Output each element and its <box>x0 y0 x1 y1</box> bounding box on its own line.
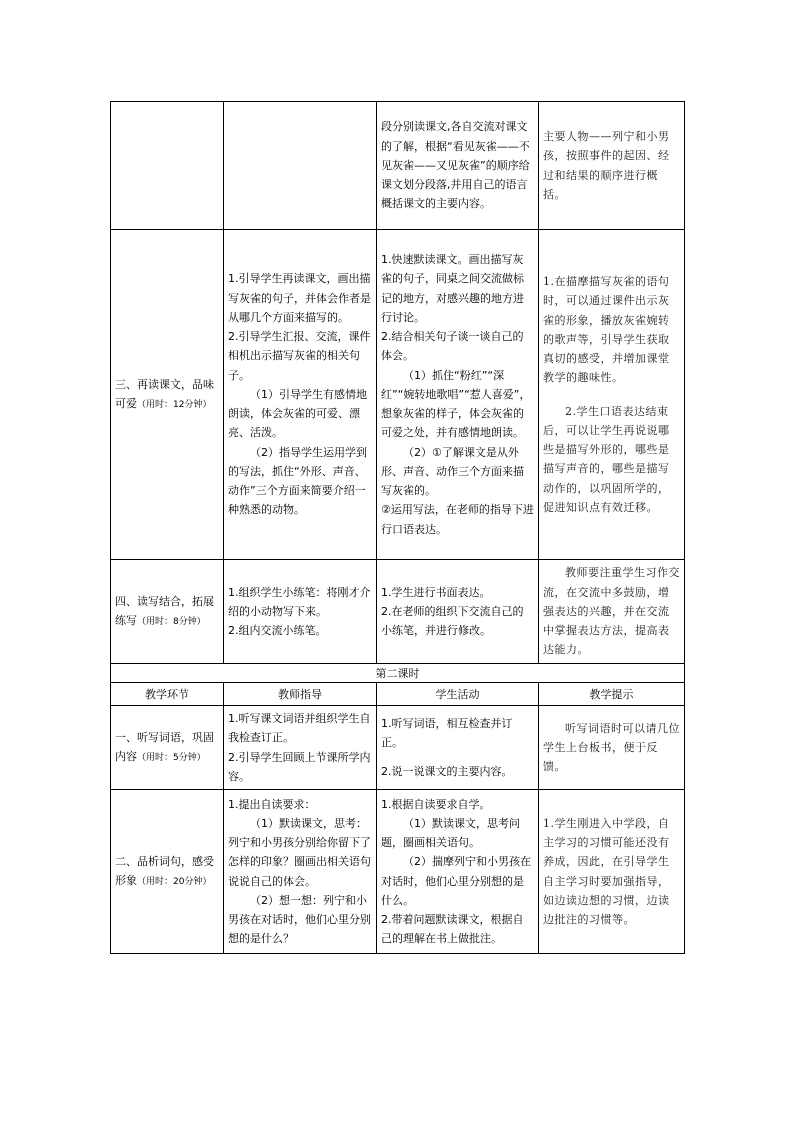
session-title-row <box>111 664 685 683</box>
student-activity-cell <box>377 230 539 560</box>
teacher-guidance-cell <box>224 790 377 954</box>
student-step: 2.说一说课文的主要内容。 <box>381 765 513 779</box>
header-hint: 教学提示 <box>539 683 685 706</box>
session-title: 第二课时 <box>111 664 685 683</box>
student-step: 1.根据自读要求自学。 <box>381 797 491 811</box>
student-step: 1.学生进行书面表达。 <box>381 585 491 599</box>
row-section3 <box>111 230 685 560</box>
student-activity-cell <box>377 102 539 230</box>
teacher-guidance-cell <box>224 230 377 560</box>
student-step: （1）抓住“粉红”“深红”“婉转地歌唱”“惹人喜爱”，想象灰雀的样子，体会灰雀的可爱之处，并有感情地朗读。 <box>381 368 531 440</box>
teacher-step: （1）引导学生有感情地朗读，体会灰雀的可爱、漂亮、活泼。 <box>228 387 367 440</box>
row-section4 <box>111 560 685 664</box>
teacher-cell-empty <box>224 102 377 230</box>
student-step: 2.带着问题默读课文，根据自己的理解在书上做批注。 <box>381 913 524 946</box>
teacher-step: 2.引导学生汇报、交流，课件相机出示描写灰雀的相关句子。 <box>228 330 371 382</box>
row-s2-section2 <box>111 790 685 954</box>
teacher-step: 1.引导学生再读课文，画出描写灰雀的句子，并体会作者是从哪几个方面来描写的。 <box>228 272 371 324</box>
teaching-hint-cell <box>539 102 685 230</box>
student-activity-cell <box>377 706 539 790</box>
hint-item: 1.在描摩描写灰雀的语句时，可以通过课件出示灰雀的形象，播放灰雀婉转的歌声等，引导学生获取真切的感受，并增加课堂教学的趣味性。 <box>543 275 670 385</box>
hint-item: 2.学生口语表达结束后，可以让学生再说说哪些是描写外形的，哪些是描写声音的，哪些是描写动作的，以巩固所学的，促进知识点有效迁移。 <box>543 404 670 514</box>
teaching-hint-cell <box>539 790 685 954</box>
stage-title: 二、品析词句，感受形象 <box>115 855 214 888</box>
teaching-hint-text: 教师要注重学生习作交流，在交流中多鼓励，增强表达的兴趣，并在交流中掌握表达方法，提高表达能力。 <box>543 566 680 657</box>
teaching-hint-text: 听写词语时可以请几位学生上台板书，便于反馈。 <box>543 721 680 774</box>
student-step: 1.听写词语，相互检查并订正。 <box>381 716 513 749</box>
teaching-hint-cell <box>539 706 685 790</box>
stage-time: （用时：5分钟） <box>137 753 206 764</box>
header-row <box>111 683 685 706</box>
student-step: （1）默读课文，思考问题，圈画相关语句。 <box>381 816 520 849</box>
stage-cell <box>111 706 224 790</box>
teaching-hint-cell <box>539 560 685 664</box>
teaching-hint-text: 主要人物——列宁和小男孩，按照事件的起因、经过和结果的顺序进行概括。 <box>543 130 670 201</box>
teacher-step: 1.提出自读要求： <box>228 797 316 811</box>
header-stage: 教学环节 <box>111 683 224 706</box>
student-step: 1.快速默读课文。画出描写灰雀的句子，同桌之间交流做标记的地方，对感兴趣的地方进行讨论。 <box>381 253 524 324</box>
stage-time: （用时：8分钟） <box>137 617 206 628</box>
student-activity-cell <box>377 560 539 664</box>
student-step: 2.在老师的组织下交流自己的小练笔，并进行修改。 <box>381 604 524 638</box>
teacher-step: 2.引导学生回顾上节课所学内容。 <box>228 750 371 783</box>
teacher-step: 1.组织学生小练笔：将刚才介绍的小动物写下来。 <box>228 585 371 618</box>
student-step: （2）①了解课文是从外形、声音、动作三个方面来描写灰雀的。 <box>381 445 524 498</box>
student-step: （2）揣摩列宁和小男孩在对话时，他们心里分别想的是什么。 <box>381 855 531 907</box>
teacher-step: 2.组内交流小练笔。 <box>228 624 327 638</box>
student-step: 2.结合相关句子谈一谈自己的体会。 <box>381 330 524 363</box>
stage-cell <box>111 230 224 560</box>
teacher-step: （1）默读课文，思考：列宁和小男孩分别给你留下了怎样的印象？圈画出相关语句说说自己的体会。 <box>228 816 371 888</box>
lesson-plan-table <box>110 101 685 954</box>
stage-title: 四、读写结合，拓展练写 <box>115 595 214 628</box>
teaching-hint-text: 1.学生刚进入中学段，自主学习的习惯可能还没有养成，因此，在引导学生自主学习时要加强指导，如边读边想的习惯，边读边批注的习惯等。 <box>543 816 670 926</box>
teacher-step: 1.听写课文词语并组织学生自我检查订正。 <box>228 712 371 745</box>
student-activity-cell <box>377 790 539 954</box>
teacher-guidance-cell <box>224 706 377 790</box>
teacher-step: （2）指导学生运用学到的写法，抓住“外形、声音、动作”三个方面来简要介绍一种熟悉的动物。 <box>228 445 367 517</box>
header-student: 学生活动 <box>377 683 539 706</box>
stage-time: （用时：20分钟） <box>137 877 212 888</box>
teacher-step: （2）想一想：列宁和小男孩在对话时，他们心里分别想的是什么？ <box>228 893 371 946</box>
row-s2-section1 <box>111 706 685 790</box>
stage-cell <box>111 790 224 954</box>
header-teacher: 教师指导 <box>224 683 377 706</box>
stage-title: 三、再读课文，品味可爱 <box>115 378 214 411</box>
student-step: ②运用写法，在老师的指导下进行口语表达。 <box>381 503 534 536</box>
teacher-guidance-cell <box>224 560 377 664</box>
row-section1-continued <box>111 102 685 230</box>
stage-cell-empty <box>111 102 224 230</box>
stage-time: （用时：12分钟） <box>137 400 212 411</box>
teaching-hint-cell <box>539 230 685 560</box>
stage-cell <box>111 560 224 664</box>
stage-title: 一、听写词语，巩固内容 <box>115 731 214 764</box>
student-activity-text: 段分别读课文,各自交流对课文的了解，根据“看见灰雀——不见灰雀——又见灰雀”的顺序给课文划分段落,并用自己的语言概括课文的主要内容。 <box>381 120 530 211</box>
